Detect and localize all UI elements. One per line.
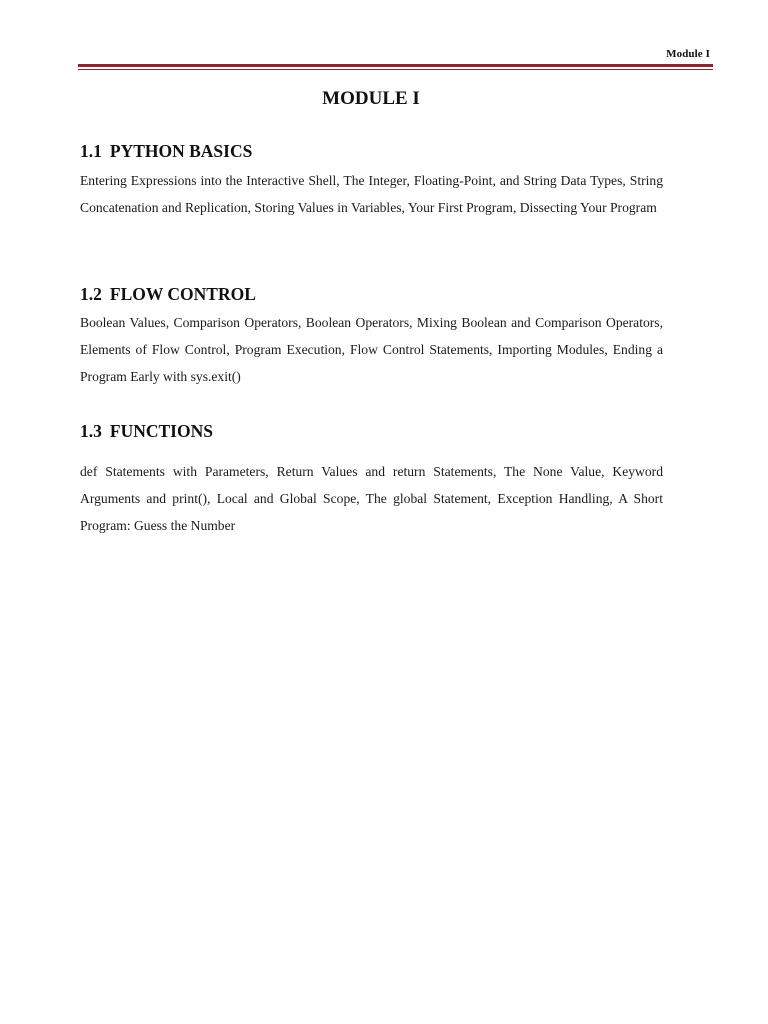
section-body: Entering Expressions into the Interactive Shell, The Integer, Floating-Point, and String Data Types, String Concatenation and Replication, Storing Values in Variables, Your First Program, Dissecting Your Program bbox=[80, 173, 663, 215]
section-title: FUNCTIONS bbox=[109, 421, 213, 441]
section-python-basics bbox=[80, 141, 663, 221]
page-title: MODULE I bbox=[322, 88, 420, 109]
section-title: FLOW CONTROL bbox=[109, 284, 256, 304]
section-functions bbox=[80, 421, 663, 539]
section-number: 1.3 bbox=[80, 421, 102, 441]
header-rule-secondary bbox=[78, 69, 713, 70]
section-heading bbox=[80, 421, 663, 442]
section-number: 1.1 bbox=[80, 141, 102, 161]
header-rule bbox=[78, 64, 713, 67]
section-heading bbox=[80, 141, 663, 162]
section-body: Boolean Values, Comparison Operators, Boolean Operators, Mixing Boolean and Comparison Operators, Elements of Flow Control, Program Execution, Flow Control Statements, Importing Modules, Ending a Program Early with sys.exit() bbox=[80, 315, 663, 384]
section-number: 1.2 bbox=[80, 284, 102, 304]
section-title: PYTHON BASICS bbox=[109, 141, 253, 161]
running-header: Module I bbox=[666, 48, 710, 60]
section-heading bbox=[80, 284, 663, 305]
section-flow-control bbox=[80, 284, 663, 390]
section-body: def Statements with Parameters, Return Values and return Statements, The None Value, Keyword Arguments and print(), Local and Global Scope, The global Statement, Exception Handling, A Short Program: Guess the Number bbox=[80, 464, 663, 533]
